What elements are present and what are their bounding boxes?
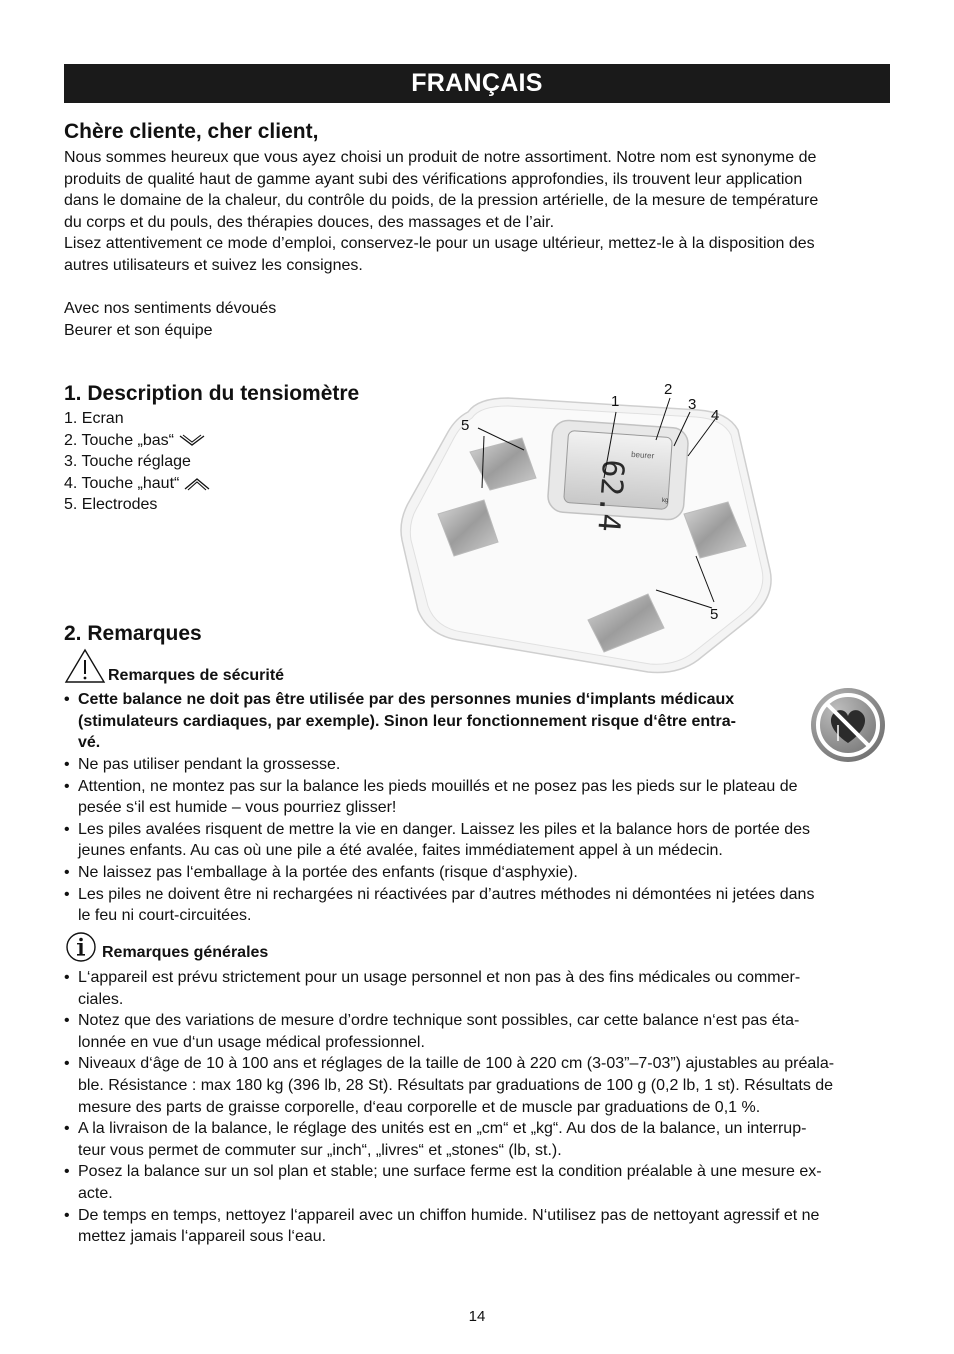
bullet-line: • Posez la balance sur un sol plan et stable; une surface ferme est la condition préalable à une mesure ex- bbox=[78, 1163, 822, 1181]
general-title: Remarques générales bbox=[102, 944, 269, 961]
callout-5-bottom: 5 bbox=[710, 606, 719, 623]
closing-line: Avec nos sentiments dévoués bbox=[64, 300, 277, 317]
bullet-line: pesée s‘il est humide – vous pourriez glisser! bbox=[78, 799, 397, 817]
bullet-line: le feu ni court-circuitées. bbox=[78, 907, 252, 925]
parts-list bbox=[64, 408, 211, 516]
no-pacemaker-icon bbox=[808, 685, 888, 765]
bullet-line: lonnée en vue d‘un usage médical professionnel. bbox=[78, 1033, 425, 1051]
intro-line: Lisez attentivement ce mode d’emploi, conservez-le pour un usage ultérieur, mettez-le à la disposition des bbox=[64, 235, 815, 253]
part-label: 3. Touche réglage bbox=[64, 453, 191, 471]
page-number: 14 bbox=[468, 1308, 486, 1325]
list-item bbox=[64, 884, 890, 927]
bullet-line: ble. Résistance : max 180 kg (396 lb, 28 St). Résultats par graduations de 100 g (0,2 lb, 1 st). Résultats de bbox=[78, 1076, 834, 1094]
info-circle-icon bbox=[64, 931, 98, 963]
bullet-line: • Attention, ne montez pas sur la balance les pieds mouillés et ne posez pas les pieds sur le plateau de bbox=[78, 777, 798, 795]
bullet-line: • Les piles avalées risquent de mettre la vie en danger. Laissez les piles et la balance hors de portée des bbox=[78, 820, 810, 838]
list-item bbox=[64, 689, 804, 754]
bullet-line: vé. bbox=[78, 734, 101, 752]
safety-list bbox=[64, 754, 890, 927]
section2-title: 2. Remarques bbox=[64, 622, 202, 645]
callout-4: 4 bbox=[711, 407, 720, 424]
bullet-line: ciales. bbox=[78, 990, 124, 1008]
part-label: 1. Ecran bbox=[64, 410, 124, 427]
list-item bbox=[64, 1161, 890, 1204]
display-unit: kg bbox=[662, 498, 669, 504]
list-item bbox=[64, 1118, 890, 1161]
warning-triangle-icon bbox=[64, 648, 106, 684]
intro-line: du corps et du pouls, des thérapies douces, des massages et de l’air. bbox=[64, 213, 555, 231]
chevron-down-icon bbox=[178, 433, 206, 447]
list-item bbox=[64, 473, 211, 495]
part-label: 2. Touche „bas“ bbox=[64, 431, 174, 449]
list-item bbox=[64, 754, 890, 776]
part-label: 4. Touche „haut“ bbox=[64, 474, 180, 492]
intro-line: dans le domaine de la chaleur, du contrôle du poids, de la pression artérielle, de la mesure de température bbox=[64, 192, 819, 210]
list-item bbox=[64, 967, 890, 1010]
callout-2: 2 bbox=[664, 381, 673, 398]
safety-title: Remarques de sécurité bbox=[108, 667, 285, 684]
callout-3: 3 bbox=[688, 396, 697, 413]
language-banner: FRANÇAIS bbox=[64, 64, 890, 103]
section1-title: 1. Description du tensiomètre bbox=[64, 382, 360, 405]
list-item bbox=[64, 408, 211, 430]
chevron-up-icon bbox=[183, 477, 211, 491]
list-item bbox=[64, 430, 211, 452]
greeting-title: Chère cliente, cher client, bbox=[64, 120, 319, 143]
list-item bbox=[64, 1205, 890, 1248]
bullet-line: • Les piles ne doivent être ni rechargées ni réactivées par d’autres méthodes ni démontées ni jetées dans bbox=[78, 885, 815, 903]
bullet-line: mettez jamais l‘appareil sous l‘eau. bbox=[78, 1228, 327, 1246]
bullet-line: mesure des parts de graisse corporelle, d‘eau corporelle et de muscle par graduations de 0,1 %. bbox=[78, 1098, 761, 1116]
bullet-line: • Ne pas utiliser pendant la grossesse. bbox=[78, 756, 341, 773]
bullet-line: • A la livraison de la balance, le réglage des unités est en „cm“ et „kg“. Au dos de la balance, un interrup- bbox=[78, 1120, 807, 1138]
intro-line: autres utilisateurs et suivez les consignes. bbox=[64, 256, 363, 274]
general-list bbox=[64, 967, 890, 1248]
list-item bbox=[64, 494, 211, 516]
display-reading: 62.4 bbox=[590, 458, 631, 533]
bullet-line: (stimulateurs cardiaques, par exemple). Sinon leur fonctionnement risque d‘être entra- bbox=[78, 712, 736, 730]
intro-paragraph bbox=[64, 147, 890, 277]
list-item bbox=[64, 819, 890, 862]
list-item bbox=[64, 862, 890, 884]
closing-signature bbox=[64, 298, 890, 341]
scale-illustration bbox=[398, 370, 778, 680]
list-item bbox=[64, 1010, 890, 1053]
bullet-line: jeunes enfants. Au cas où une pile a été avalée, faites immédiatement appel à un médecin. bbox=[78, 842, 723, 860]
intro-line: Nous sommes heureux que vous ayez choisi un produit de notre assortiment. Notre nom est synonyme de bbox=[64, 149, 817, 166]
list-item bbox=[64, 776, 890, 819]
bullet-line: • L‘appareil est prévu strictement pour un usage personnel et non pas à des fins médicales ou commer- bbox=[78, 969, 801, 986]
brand-logo: beurer bbox=[630, 449, 655, 461]
bullet-line: • Ne laissez pas l‘emballage à la portée des enfants (risque d‘asphyxie). bbox=[78, 863, 578, 881]
bullet-line: acte. bbox=[78, 1184, 113, 1202]
intro-line: produits de qualité haut de gamme ayant subi des vérifications approfondies, ils trouvent leur application bbox=[64, 170, 803, 188]
callout-1: 1 bbox=[611, 393, 620, 410]
list-item bbox=[64, 1053, 890, 1118]
bullet-line: • De temps en temps, nettoyez l‘appareil avec un chiffon humide. N‘utilisez pas de nettoyant agressif et ne bbox=[78, 1206, 820, 1224]
part-label: 5. Electrodes bbox=[64, 496, 158, 514]
bullet-line: teur vous permet de commuter sur „inch“, „livres“ et „stones“ (lb, st.). bbox=[78, 1141, 562, 1159]
list-item bbox=[64, 451, 211, 473]
bullet-line: • Niveaux d‘âge de 10 à 100 ans et réglages de la taille de 100 à 220 cm (3-03”–7-03”) ajustables au préala- bbox=[78, 1055, 835, 1073]
closing-line: Beurer et son équipe bbox=[64, 321, 213, 339]
callout-5-top: 5 bbox=[461, 417, 470, 434]
bullet-line: • Notez que des variations de mesure d’ordre technique sont possibles, car cette balance n‘est pas éta- bbox=[78, 1012, 800, 1030]
safety-bold-list bbox=[64, 689, 804, 754]
bullet-line: • Cette balance ne doit pas être utilisée par des personnes munies d‘implants médicaux bbox=[78, 691, 735, 708]
